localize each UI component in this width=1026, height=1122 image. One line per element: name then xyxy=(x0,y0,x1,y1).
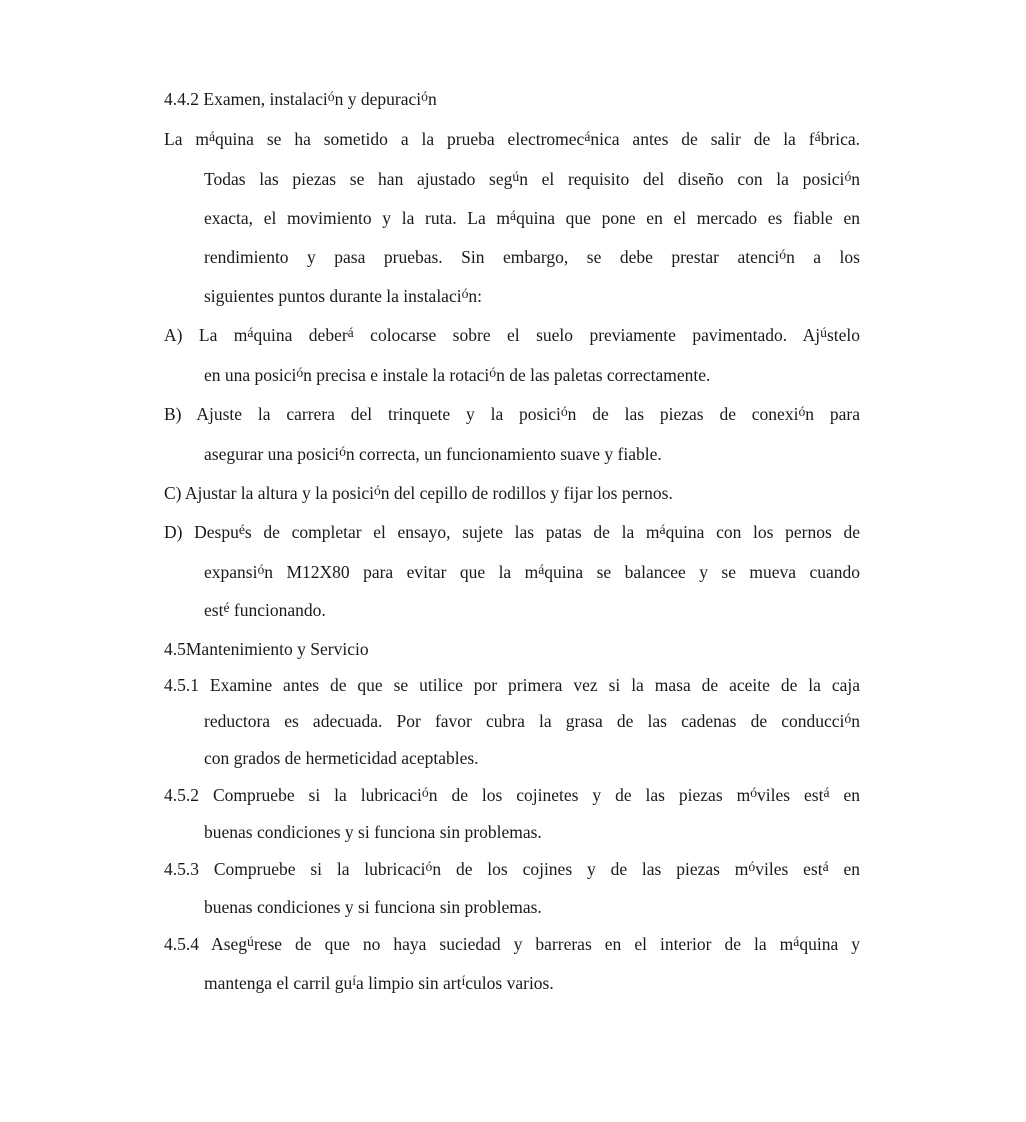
item-452-line-1: 4.5.2 Compruebe si la lubricaci$^ó$n de los cojinetes y de las piezas $m^óviles$ est$^á$ en xyxy=(164,784,860,805)
item-b-line-2: asegurar una posici$^ó$n correcta, un funcionamiento suave y fiable. xyxy=(204,443,662,464)
item-b-line-1: B) Ajuste la carrera del trinquete y la posici$^ó$n de las piezas de conexi$^ó$n para xyxy=(164,403,860,424)
item-452-line-2: buenas condiciones y si funciona sin problemas. xyxy=(204,822,542,842)
item-451-line-2: reductora es adecuada. Por favor cubra la grasa de las cadenas de conducci$^ó$n xyxy=(204,710,860,731)
section-heading-45: 4.5Mantenimiento y Servicio xyxy=(164,639,369,659)
intro-line-4: rendimiento y pasa pruebas. Sin embargo, se debe prestar atenci$^ó$n a los xyxy=(204,246,860,267)
item-c-line-1: C) Ajustar la altura y la posici$^ó$n del cepillo de rodillos y fijar los pernos. xyxy=(164,482,673,503)
item-453-line-2: buenas condiciones y si funciona sin problemas. xyxy=(204,897,542,917)
item-a-line-1: A) La $m^áquina$ deber$^á$ colocarse sobre el suelo previamente pavimentado. $Aj^ústelo$ xyxy=(164,324,861,345)
item-451-line-3: con grados de hermeticidad aceptables. xyxy=(204,748,479,768)
intro-line-5: siguientes puntos durante la instalaci$^ó$n: xyxy=(204,285,483,306)
intro-line-1: La $m^áquina$ se ha sometido a la prueba electromec$^á$nica antes de salir de la $f^ábrica$. xyxy=(164,128,860,149)
item-451-line-1: 4.5.1 Examine antes de que se utilice por primera vez si la masa de aceite de la caja xyxy=(164,675,860,695)
item-454-line-1: 4.5.4 Aseg$^ú$rese de que no haya suciedad y barreras en el interior de la $m^áquina$ y xyxy=(164,933,860,954)
intro-line-3: exacta, el movimiento y la ruta. La $m^áquina$ que pone en el mercado es fiable en xyxy=(204,207,861,228)
intro-line-2: Todas las piezas se han ajustado seg$^ú$n el requisito del diseño con la posici$^ó$n xyxy=(204,168,861,189)
item-d-line-2: expansi$^ó$n M12X80 para evitar que la $m^áquina$ se balancee y se mueva cuando xyxy=(204,561,860,582)
section-heading-442: 4.4.2 Examen, instalaci$^ó$n y depuraci$^ó$n xyxy=(164,88,437,109)
item-453-line-1: 4.5.3 Compruebe si la lubricaci$^ó$n de los cojines y de las piezas $m^óviles$ est$^á$ en xyxy=(164,858,860,879)
item-a-line-2: en una posici$^ó$n precisa e instale la rotaci$^ó$n de las paletas correctamente. xyxy=(204,364,711,385)
item-d-line-1: D) Despu$^é$s de completar el ensayo, sujete las patas de la $m^áquina$ con los pernos de xyxy=(164,521,860,542)
item-d-line-3: est$^é$ funcionando. xyxy=(204,599,326,620)
item-454-line-2: mantenga el carril $gu^ía$ limpio sin art$^í$culos varios. xyxy=(204,972,554,993)
